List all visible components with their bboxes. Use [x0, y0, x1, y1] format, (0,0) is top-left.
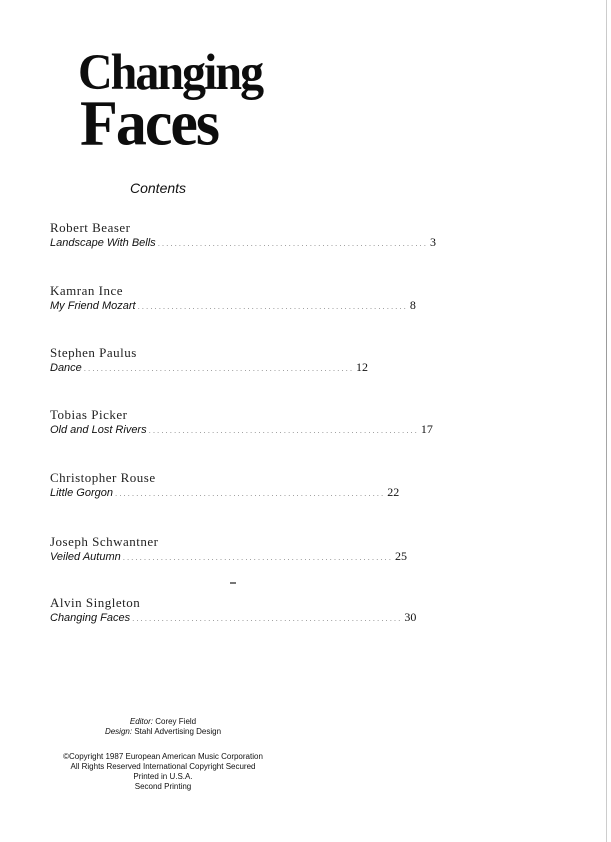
work-title: Veiled Autumn [50, 551, 121, 563]
page-title [78, 44, 263, 160]
toc-entry [50, 407, 433, 438]
composer-name: Alvin Singleton [50, 595, 141, 610]
ink-speck [230, 582, 236, 584]
title-line-2: Faces [80, 87, 219, 160]
toc-entry [50, 534, 407, 565]
page-number: 8 [409, 298, 416, 312]
leader-dots: ................................................................ [157, 239, 428, 248]
work-line [50, 298, 416, 314]
composer-name: Tobias Picker [50, 407, 128, 422]
page-number: 30 [404, 610, 417, 624]
work-line [50, 235, 436, 251]
page-number: 17 [420, 422, 433, 436]
credits-block [0, 717, 326, 737]
work-title: Dance [50, 362, 82, 374]
work-line [50, 360, 369, 376]
composer-name: Joseph Schwantner [50, 534, 159, 549]
toc-entry [50, 345, 369, 376]
composer-name: Stephen Paulus [50, 345, 137, 360]
work-title: Old and Lost Rivers [50, 424, 147, 436]
design-value: Stahl Advertising Design [134, 727, 222, 736]
page-number: 12 [356, 360, 369, 374]
copyright-block [0, 752, 326, 792]
printed-line: Printed in U.S.A. [133, 772, 193, 781]
leader-dots: ................................................................ [114, 489, 386, 498]
composer-name: Christopher Rouse [50, 470, 156, 485]
page-number: 22 [387, 485, 400, 499]
toc-entry [50, 595, 417, 626]
leader-dots: ................................................................ [122, 553, 393, 562]
leader-dots: ................................................................ [132, 614, 403, 623]
page-number: 3 [429, 235, 436, 249]
work-line [50, 610, 417, 626]
design-credit [0, 727, 326, 737]
toc-entry [50, 220, 436, 251]
composer-name: Kamran Ince [50, 283, 123, 298]
leader-dots: ................................................................ [137, 302, 408, 311]
work-line [50, 485, 400, 501]
editor-label: Editor: [129, 717, 153, 726]
work-title: My Friend Mozart [50, 300, 136, 312]
title-line-1: Changing [78, 44, 263, 101]
composer-name: Robert Beaser [50, 220, 131, 235]
copyright-line: ©Copyright 1987 European American Music Corporation [63, 752, 263, 761]
toc-entry [50, 470, 400, 501]
work-line [50, 549, 407, 565]
page-edge-line [606, 0, 607, 842]
leader-dots: ................................................................ [148, 426, 419, 435]
toc-entry [50, 283, 416, 314]
printing-line: Second Printing [134, 782, 192, 791]
design-label: Design: [104, 727, 133, 736]
work-title: Little Gorgon [50, 487, 113, 499]
leader-dots: ................................................................ [83, 364, 355, 373]
page-number: 25 [394, 549, 407, 563]
rights-line: All Rights Reserved International Copyright Secured [70, 762, 256, 771]
editor-value: Corey Field [155, 717, 197, 726]
editor-credit [0, 717, 326, 727]
work-line [50, 422, 433, 438]
contents-heading: Contents [130, 180, 187, 196]
work-title: Landscape With Bells [50, 237, 156, 249]
work-title: Changing Faces [50, 612, 131, 624]
